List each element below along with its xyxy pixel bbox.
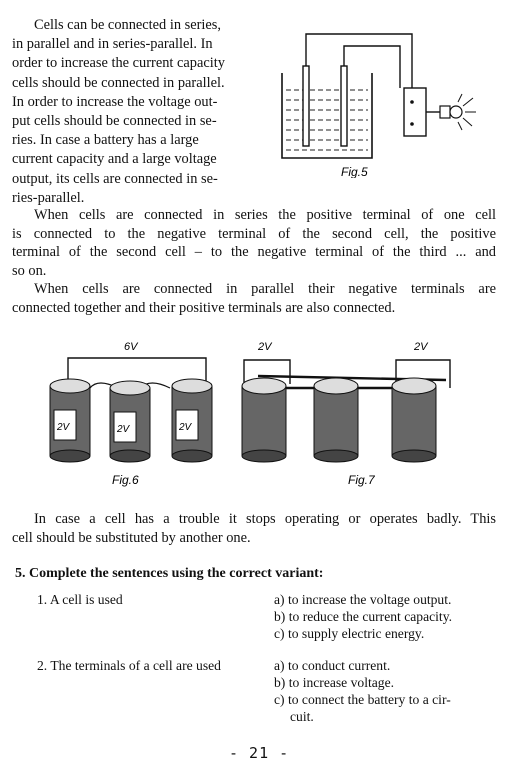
exercise-option: b) to increase voltage.: [274, 675, 395, 690]
fig5-electrode-left: [303, 66, 309, 146]
exercise-stem-2: 2. The terminals of a cell are used: [37, 658, 221, 673]
exercise-option: c) to supply electric energy.: [274, 626, 425, 641]
page-number: - 21 -: [229, 744, 290, 762]
intro-line: cells should be connected in parallel.: [12, 74, 225, 91]
fig7-cell: [314, 378, 358, 462]
fig5-diagram: [262, 18, 498, 178]
fig6-cell-voltage: 2V: [179, 422, 192, 433]
fig6-cell: [50, 379, 90, 462]
fig6-cell-voltage: 2V: [117, 424, 130, 435]
fig6-caption: Fig.6: [112, 473, 139, 487]
series-paragraph: [12, 206, 496, 280]
fig7-diagram: [236, 336, 480, 496]
trouble-line: cell should be substituted by another one.: [12, 529, 251, 546]
fig6-total-voltage: 6V: [124, 341, 138, 353]
parallel-paragraph: [12, 280, 496, 317]
fig5-container: [282, 73, 372, 158]
fig6-cell: [172, 379, 212, 462]
trouble-paragraph: [12, 510, 496, 547]
series-line: is connected to the negative terminal of the second cell, the positive: [12, 225, 496, 242]
exercise-options-1: [274, 591, 452, 642]
fig7-left-voltage: 2V: [258, 341, 272, 353]
exercise-option: c) to connect the battery to a cir-: [274, 692, 451, 707]
exercise-option: a) to conduct current.: [274, 658, 391, 673]
parallel-line: When cells are connected in parallel their negative terminals are: [34, 281, 496, 297]
intro-line: In order to increase the voltage out-: [12, 93, 218, 110]
intro-line: ries. In case a battery has a large: [12, 132, 199, 149]
fig5-bulb-base: [440, 106, 450, 118]
exercise-options-2: [274, 657, 451, 725]
fig5-bulb: [450, 106, 462, 118]
exercise-option: b) to reduce the current capacity.: [274, 609, 453, 624]
fig5-switch-box: [404, 88, 426, 136]
parallel-line: connected together and their positive terminals are also connected.: [12, 299, 396, 316]
intro-text: [12, 16, 258, 208]
intro-line: order to increase the current capacity: [12, 55, 225, 72]
fig5-electrode-right: [341, 66, 347, 146]
fig6-cell-voltage: 2V: [57, 422, 70, 433]
intro-line: output, its cells are connected in se-: [12, 170, 218, 187]
intro-line: put cells should be connected in se-: [12, 113, 217, 130]
fig7-cell: [242, 378, 286, 462]
fig6-cell: [110, 381, 150, 462]
intro-line: ries-parallel.: [12, 189, 85, 206]
intro-line: Cells can be connected in series,: [34, 17, 222, 33]
fig7-right-voltage: 2V: [414, 341, 428, 353]
intro-line: in parallel and in series-parallel. In: [12, 36, 213, 53]
fig5-liquid: [286, 90, 368, 150]
trouble-line: In case a cell has a trouble it stops operating or operates badly. This: [34, 511, 496, 527]
intro-line: current capacity and a large voltage: [12, 151, 217, 168]
series-line: so on.: [12, 262, 47, 279]
fig5-caption: Fig.5: [341, 165, 368, 178]
exercise-option: cuit.: [290, 709, 314, 724]
fig7-caption: Fig.7: [348, 473, 375, 487]
series-line: terminal of the second cell – to the negative terminal of the third ... and: [12, 244, 496, 261]
series-line: When cells are connected in series the positive terminal of one cell: [34, 207, 496, 223]
exercise-option: a) to increase the voltage output.: [274, 592, 452, 607]
exercise-stem-1: 1. A cell is used: [37, 592, 123, 607]
fig6-diagram: [40, 336, 230, 496]
fig7-cell: [392, 378, 436, 462]
exercise-title: 5. Complete the sentences using the correct variant:: [15, 566, 324, 581]
